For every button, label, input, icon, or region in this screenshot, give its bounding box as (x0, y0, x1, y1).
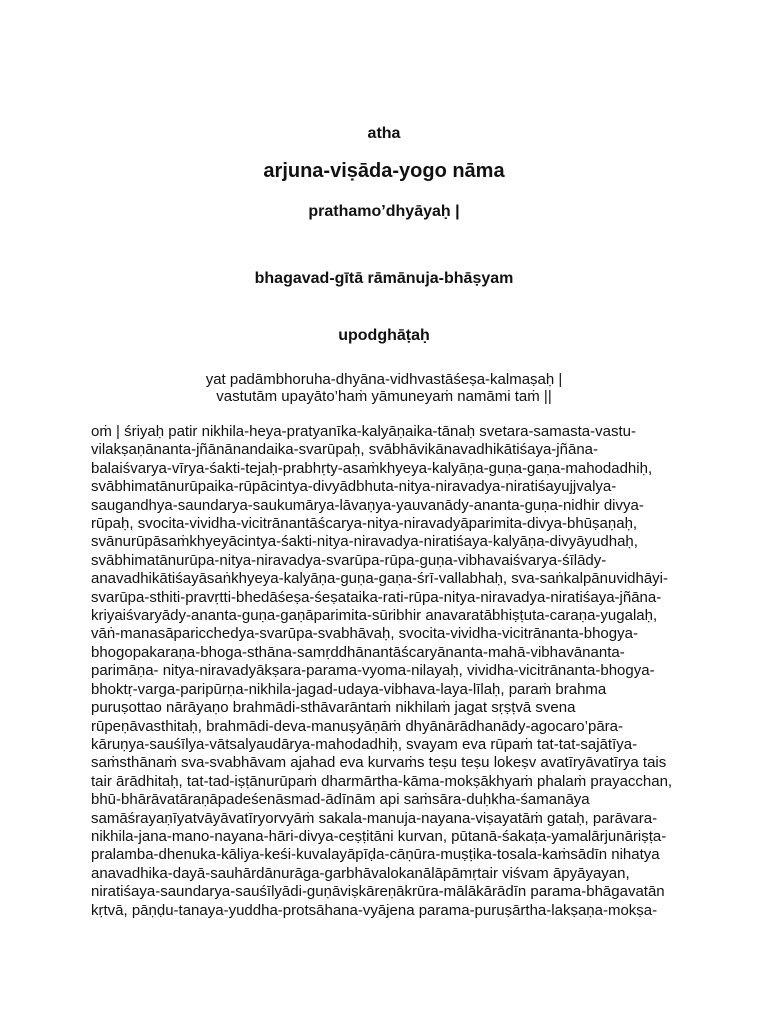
heading-atha: atha (367, 125, 401, 142)
chapter-title: arjuna-viṣāda-yogo nāma (263, 160, 505, 182)
verse-line: yat padāmbhoruha-dhyāna-vidhvastāśeṣa-kalmaṣaḥ | (205, 371, 563, 388)
chapter-number: prathamo’dhyāyaḥ | (308, 203, 460, 220)
text-line: parimāṇa- nitya-niravadyākṣara-parama-vyoma-nilayaḥ, vividha-vicitrānanta-bhogya- (91, 662, 655, 680)
text-line: samāśrayaṇīyatvāyāvatīryorvyāṁ sakala-manuja-nayana-viṣayatāṁ gataḥ, parāvara- (91, 809, 658, 827)
text-line: rūpaḥ, svocita-vividha-vicitrānantāścarya-nitya-niravadyāparimita-divya-bhūṣaṇaḥ, (91, 515, 638, 533)
work-title: bhagavad-gītā rāmānuja-bhāṣyam (254, 270, 514, 287)
text-line: bhoktṛ-varga-paripūrṇa-nikhila-jagad-udaya-vibhava-laya-līlaḥ, paraṁ brahma (91, 680, 607, 698)
text-line: svābhimatānurūpaika-rūpācintya-divyādbhuta-nitya-niravadya-niratiśayujjvalya- (91, 478, 617, 496)
text-line: svānurūpāsaṁkhyeyācintya-śakti-nitya-niravadya-niratiśaya-kalyāṇa-divyāyudhaḥ, (91, 533, 638, 551)
text-line: svābhimatānurūpa-nitya-niravadya-svarūpa-rūpa-guṇa-vibhavaiśvarya-śīlādy- (91, 551, 607, 569)
text-line: balaiśvarya-vīrya-śakti-tejaḥ-prabhṛty-asaṁkhyeya-kalyāṇa-guṇa-gaṇa-mahodadhiḥ, (91, 459, 653, 477)
text-line: anavadhikātiśayāsaṅkhyeya-kalyāṇa-guṇa-gaṇa-śrī-vallabhaḥ, sva-saṅkalpānuvidhāyi- (91, 570, 669, 588)
text-line: kṛtvā, pāṇḍu-tanaya-yuddha-protsāhana-vyājena parama-puruṣārtha-lakṣaṇa-mokṣa- (91, 901, 658, 919)
text-line: tair ārādhitaḥ, tat-tad-iṣṭānurūpaṁ dharmārtha-kāma-mokṣākhyaṁ phalaṁ prayacchan, (91, 772, 673, 790)
verse-line: vastutām upayāto’haṁ yāmuneyaṁ namāmi taṁ || (216, 388, 552, 405)
text-line: puruṣottao nārāyaṇo brahmādi-sthāvarāntaṁ nikhilaṁ jagat sṛṣṭvā svena (91, 699, 576, 717)
text-line: pralamba-dhenuka-kāliya-keśi-kuvalayāpīḍa-cāṇūra-muṣṭika-tosala-kaṁsādīn nihatya (91, 846, 660, 864)
commentary-paragraph (91, 423, 691, 920)
text-line: oṁ | śriyaḥ patir nikhila-heya-pratyanīka-kalyāṇaika-tānaḥ svetara-samasta-vastu- (91, 423, 636, 440)
text-line: nikhila-jana-mano-nayana-hāri-divya-ceṣṭitāni kurvan, pūtanā-śakaṭa-yamalārjunāriṣṭa- (91, 827, 667, 845)
text-line: rūpeṇāvasthitaḥ, brahmādi-deva-manuṣyāṇāṁ dhyānārādhanādy-agocaro’pāra- (91, 717, 623, 735)
text-line: svarūpa-sthiti-pravṛtti-bhedāśeṣa-śeṣataika-rati-rūpa-nitya-niravadya-niratiśaya-jñāna- (91, 588, 662, 606)
text-line: niratiśaya-saundarya-sauśīlyādi-guṇāviṣkāreṇākrūra-mālākārādīn parama-bhāgavatān (91, 883, 665, 901)
text-line: vāṅ-manasāparicchedya-svarūpa-svabhāvaḥ, svocita-vividha-vicitrānanta-bhogya- (91, 625, 638, 643)
text-line: bhogopakaraṇa-bhoga-sthāna-samṛddhānantāścaryānanta-mahā-vibhavānanta- (91, 643, 625, 661)
text-line: anavadhika-dayā-sauhārdānurāga-garbhāvalokanālāpāmṛtair viśvam āpyāyayan, (91, 864, 630, 882)
invocation-verse (0, 371, 768, 405)
section-heading: upodghāṭaḥ (338, 327, 430, 344)
text-line: saugandhya-saundarya-saukumārya-lāvaṇya-yauvanādy-ananta-guṇa-nidhir divya- (91, 496, 644, 514)
text-line: kriyaiśvaryādy-ananta-guṇa-gaṇāparimita-sūribhir anavaratābhiṣṭuta-caraṇa-yugalaḥ, (91, 607, 658, 625)
text-line: kāruṇya-sauśīlya-vātsalyaudārya-mahodadhiḥ, svayam eva rūpaṁ tat-tat-sajātīya- (91, 735, 638, 753)
text-line: saṁsthānaṁ sva-svabhāvam ajahad eva kurvaṁs teṣu teṣu lokeṣv avatīryāvatīrya tais (91, 754, 667, 772)
text-line: bhū-bhārāvatāraṇāpadeśenāsmad-ādīnām api saṁsāra-duḥkha-śamanāya (91, 791, 590, 809)
text-line: vilakṣaṇānanta-jñānānandaika-svarūpaḥ, svābhāvikānavadhikātiśaya-jñāna- (91, 441, 598, 459)
